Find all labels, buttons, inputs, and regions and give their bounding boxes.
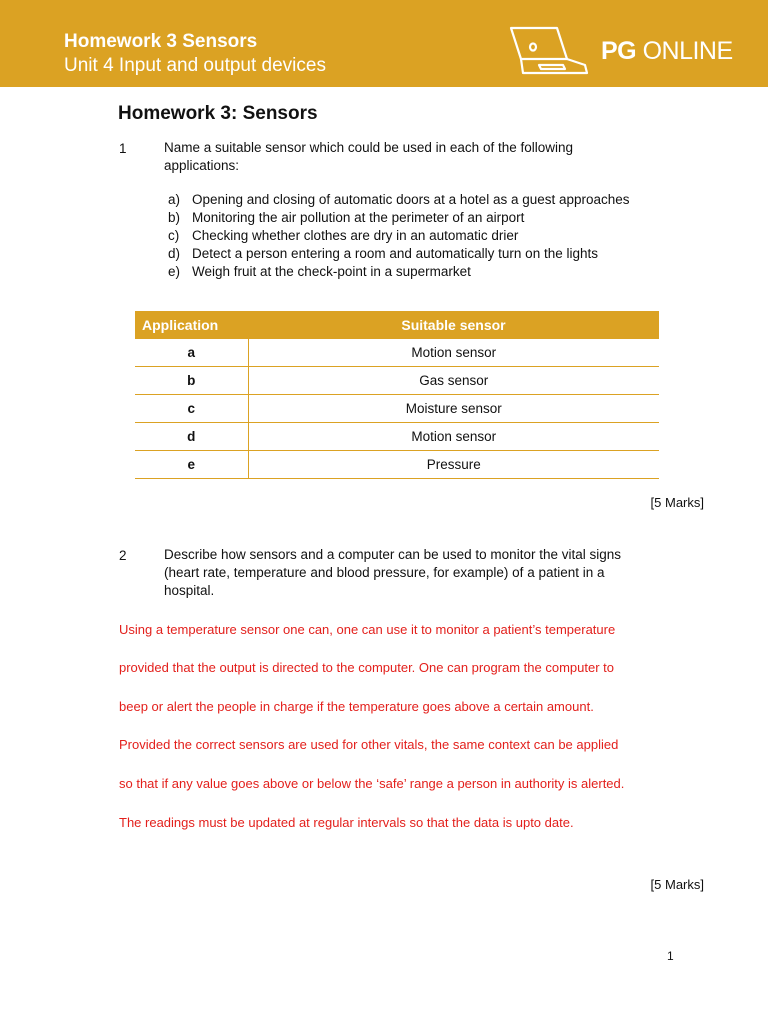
table-row: [135, 395, 659, 423]
sensor-answer-table: [135, 311, 659, 479]
answer-line: Provided the correct sensors are used for other vitals, the same context can be applied: [119, 737, 619, 752]
application-cell: d: [135, 423, 248, 451]
option-letter: a): [168, 192, 181, 207]
option-item: [168, 227, 630, 245]
answer-line: Using a temperature sensor one can, one can use it to monitor a patient’s temperature: [119, 622, 616, 637]
table-row: [135, 451, 659, 479]
option-text: Opening and closing of automatic doors at a hotel as a guest approaches: [192, 192, 630, 207]
application-cell: a: [135, 339, 248, 367]
option-item: [168, 209, 630, 227]
page-number: 1: [667, 949, 674, 963]
table-row: [135, 367, 659, 395]
question-2-text: Describe how sensors and a computer can be used to monitor the vital signs (heart rate, temperature and blood pressure, for example) of a patient in a hospital.: [164, 547, 621, 598]
sensor-cell: Moisture sensor: [248, 395, 659, 423]
option-letter: b): [168, 210, 181, 225]
table-header-row: [135, 311, 659, 339]
option-letter: c): [168, 228, 180, 243]
page-title: Homework 3: Sensors: [118, 103, 318, 124]
option-text: Weigh fruit at the check-point in a supermarket: [192, 264, 471, 279]
question-2-number: 2: [119, 548, 127, 563]
option-item: [168, 191, 630, 209]
answer-line: The readings must be updated at regular intervals so that the data is upto date.: [119, 815, 574, 830]
option-letter: d): [168, 246, 181, 261]
column-header-sensor: Suitable sensor: [248, 311, 659, 339]
sensor-cell: Pressure: [248, 451, 659, 479]
question-1-text: Name a suitable sensor which could be used in each of the following applications:: [164, 140, 573, 173]
laptop-logo-icon: [509, 25, 589, 77]
answer-line: so that if any value goes above or below the ‘safe’ range a person in authority is alerted.: [119, 776, 625, 791]
sensor-cell: Motion sensor: [248, 423, 659, 451]
table-row: [135, 423, 659, 451]
sensor-cell: Gas sensor: [248, 367, 659, 395]
question-1-options: [168, 191, 630, 281]
sensor-cell: Motion sensor: [248, 339, 659, 367]
header-banner: [0, 0, 768, 87]
question-2-marks: [5 Marks]: [650, 877, 704, 892]
option-text: Detect a person entering a room and automatically turn on the lights: [192, 246, 598, 261]
option-text: Monitoring the air pollution at the perimeter of an airport: [192, 210, 525, 225]
column-header-application: Application: [135, 311, 248, 339]
header-subtitle: Unit 4 Input and output devices: [64, 55, 326, 76]
application-cell: b: [135, 367, 248, 395]
table-row: [135, 339, 659, 367]
application-cell: c: [135, 395, 248, 423]
answer-line: provided that the output is directed to the computer. One can program the computer to: [119, 660, 615, 675]
application-cell: e: [135, 451, 248, 479]
option-item: [168, 263, 630, 281]
logo-pg: PG: [601, 37, 637, 65]
answer-line: beep or alert the people in charge if the temperature goes above a certain amount.: [119, 699, 594, 714]
logo-online: ONLINE: [642, 37, 733, 65]
logo-wordmark: [601, 37, 733, 65]
option-item: [168, 245, 630, 263]
option-text: Checking whether clothes are dry in an automatic drier: [192, 228, 519, 243]
question-1-marks: [5 Marks]: [650, 495, 704, 510]
option-letter: e): [168, 264, 181, 279]
header-title: Homework 3 Sensors: [64, 31, 258, 52]
question-1-number: 1: [119, 141, 127, 156]
